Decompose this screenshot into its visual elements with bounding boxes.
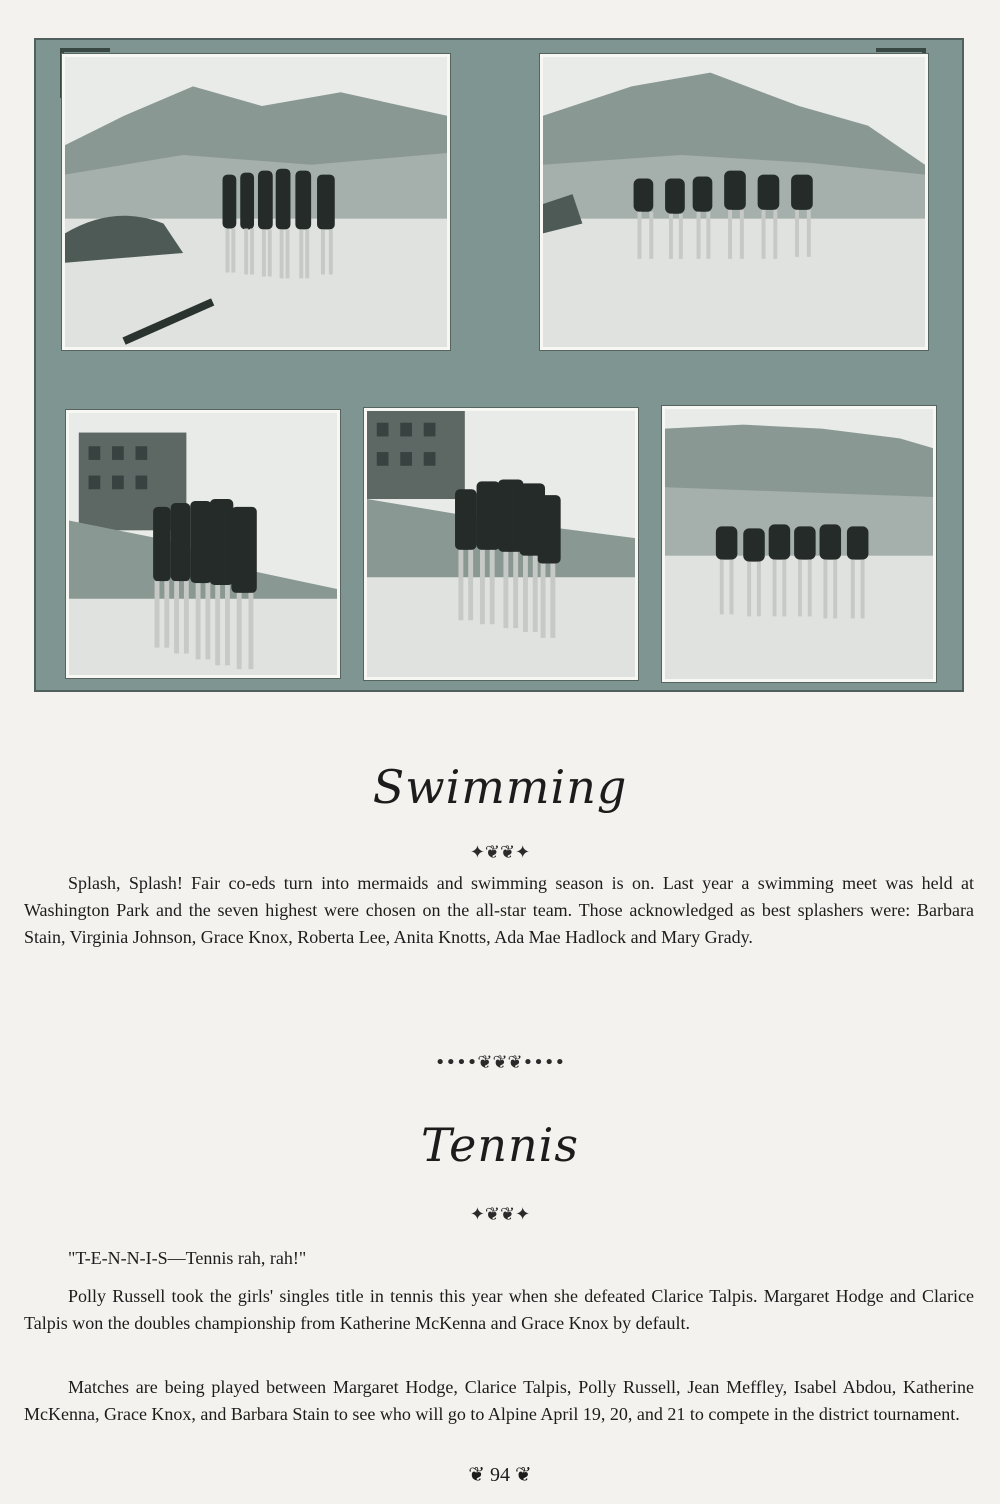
tennis-ornament: ✦❦❦✦: [469, 1204, 531, 1225]
page-number-footer: [0, 1462, 1000, 1487]
page-ornament-right: ❦: [515, 1464, 532, 1486]
tennis-paragraph-2: Matches are being played between Margaret Hodge, Clarice Talpis, Polly Russell, Jean Meffley, Isabel Abdou, Katherine McKenna, Grace Knox, and Barbara Stain to see who will go to Alpine April 19, 20, and 21 to compete in the district tournament.: [24, 1377, 974, 1424]
tennis-cheer: "T-E-N-N-I-S—Tennis rah, rah!": [68, 1248, 307, 1268]
tennis-paragraph-1: Polly Russell took the girls' singles title in tennis this year when she defeated Clarice Talpis. Margaret Hodge and Clarice Talpis won the doubles championship from Katherine McKenna and Grace Knox by default.: [24, 1286, 974, 1333]
page-ornament-left: ❦: [468, 1464, 485, 1486]
photo-panel: [34, 38, 964, 692]
swimming-paragraph: Splash, Splash! Fair co-eds turn into mermaids and swimming season is on. Last year a swimming meet was held at Washington Park and the seven highest were chosen on the all-star team. Those acknowledged as best splashers were: Barbara Stain, Virginia Johnson, Grace Knox, Roberta Lee, Anita Knotts, Ada Mae Hadlock and Mary Grady.: [24, 873, 974, 947]
swimming-ornament: ✦❦❦✦: [469, 842, 531, 863]
photo-swimmers-bent-forward: [662, 406, 936, 682]
swimming-title: Swimming: [372, 760, 628, 814]
photo-swimmers-standing: [62, 54, 450, 350]
tennis-title: Tennis: [421, 1118, 579, 1172]
page-number: 94: [490, 1464, 510, 1486]
photo-swimmers-bending: [540, 54, 928, 350]
photo-swimmers-profile: [364, 408, 638, 680]
section-divider: ••••❦❦❦••••: [434, 1052, 566, 1073]
photo-swimmers-near-building: [66, 410, 340, 678]
